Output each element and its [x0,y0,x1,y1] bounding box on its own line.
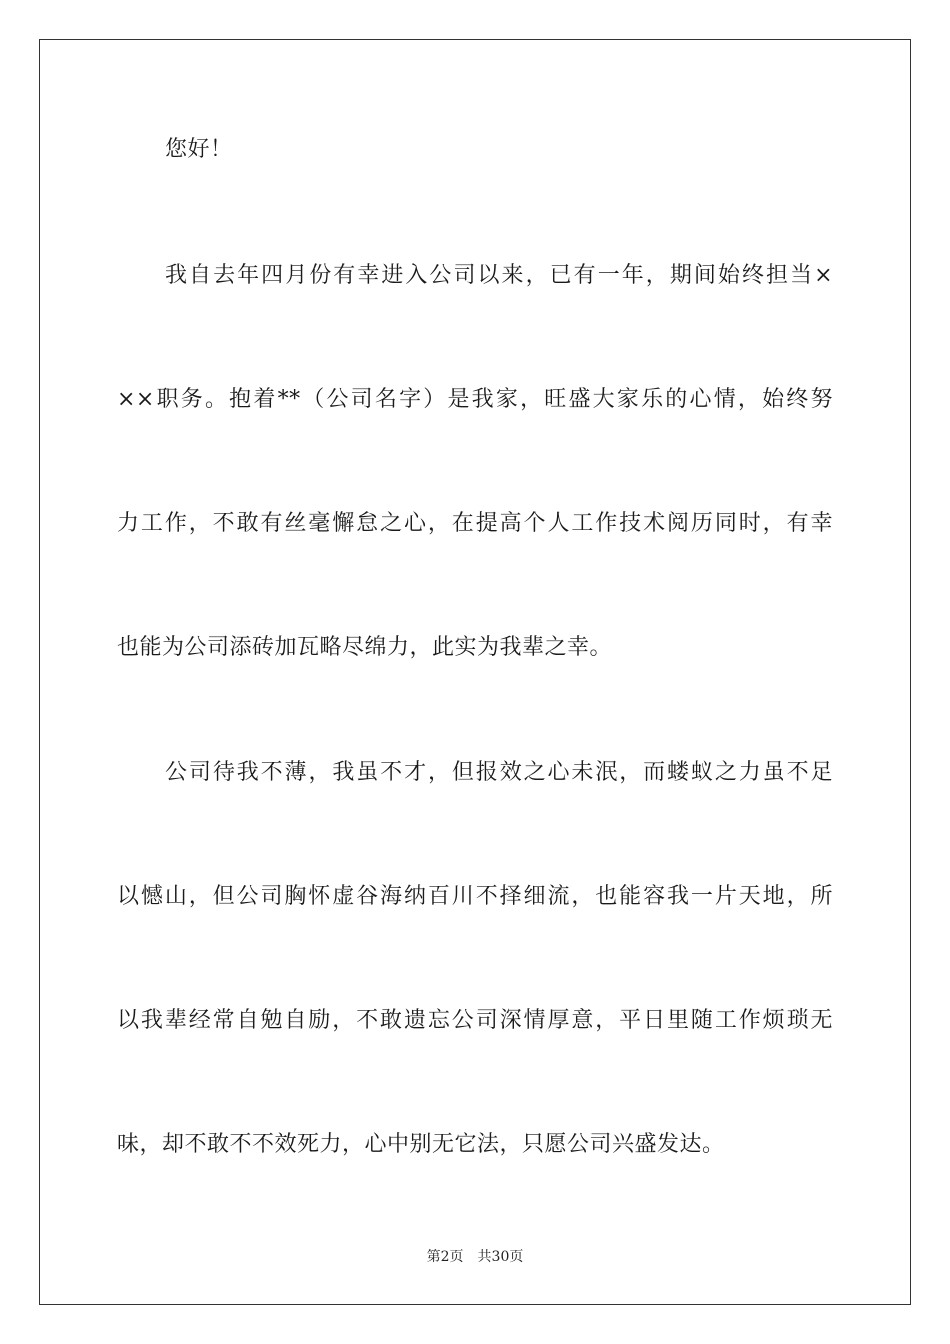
paragraph-1-line-1: 我自去年四月份有幸进入公司以来，已有一年，期间始终担当× [165,263,833,288]
greeting-line: 您好！ [165,137,233,162]
paragraph-1-line-2: ××职务。抱着**（公司名字）是我家，旺盛大家乐的心情，始终努 [117,387,833,412]
page-number: 第2页 [426,1249,464,1265]
paragraph-1-line-3: 力工作，不敢有丝毫懈怠之心，在提高个人工作技术阅历同时，有幸 [117,511,833,536]
page-footer [0,1247,950,1267]
paragraph-1-line-4: 也能为公司添砖加瓦略尽绵力，此实为我辈之幸。 [117,635,613,660]
paragraph-2-line-3: 以我辈经常自勉自励，不敢遗忘公司深情厚意，平日里随工作烦琐无 [117,1008,833,1033]
page-frame [39,39,911,1305]
paragraph-2-line-1: 公司待我不薄，我虽不才，但报效之心未泯，而蝼蚁之力虽不足 [165,760,833,785]
paragraph-2-line-2: 以憾山，但公司胸怀虚谷海纳百川不择细流，也能容我一片天地，所 [117,884,833,909]
total-pages: 共30页 [477,1249,524,1265]
paragraph-2-line-4: 味，却不敢不不效死力，心中别无它法，只愿公司兴盛发达。 [117,1132,725,1157]
